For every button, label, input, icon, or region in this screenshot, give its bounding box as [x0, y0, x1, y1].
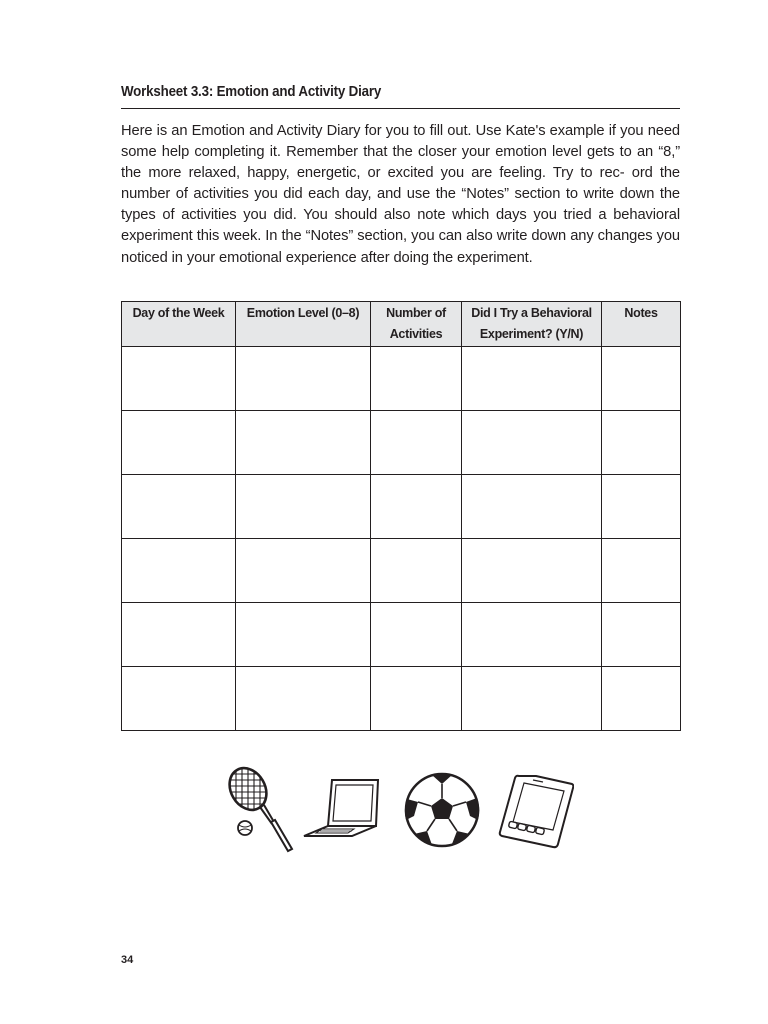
emotion-level-cell[interactable] [236, 347, 371, 411]
activities-count-cell[interactable] [371, 603, 462, 667]
table-row [122, 603, 681, 667]
experiment-cell[interactable] [462, 347, 602, 411]
instructions-line: behavioral experiment this week. In the “Notes” section, you can also write down [121, 207, 681, 245]
emotion-level-cell[interactable] [236, 475, 371, 539]
emotion-level-cell[interactable] [236, 667, 371, 731]
emotion-activity-diary-table [121, 301, 681, 731]
activities-count-cell[interactable] [371, 411, 462, 475]
day-cell[interactable] [122, 539, 236, 603]
smartphone-icon [498, 774, 574, 850]
instructions-paragraph [121, 121, 680, 269]
experiment-cell[interactable] [462, 539, 602, 603]
header-emotion-level: Emotion Level (0–8) [236, 302, 371, 347]
emotion-level-cell[interactable] [236, 603, 371, 667]
table-header-row [122, 302, 681, 347]
experiment-cell[interactable] [462, 603, 602, 667]
tennis-racket-icon [222, 762, 294, 858]
emotion-level-cell[interactable] [236, 539, 371, 603]
notes-cell[interactable] [602, 347, 681, 411]
day-cell[interactable] [122, 475, 236, 539]
notes-cell[interactable] [602, 603, 681, 667]
instructions-line: ord the number of activities you did each day, and use the “Notes” section to write [121, 165, 680, 203]
activities-count-cell[interactable] [371, 539, 462, 603]
laptop-icon [302, 776, 382, 838]
instructions-line: down the types of activities you did. You should also note which days you tried a [121, 186, 680, 224]
emotion-level-cell[interactable] [236, 411, 371, 475]
table-row [122, 347, 681, 411]
header-number-of-activities: Number of Activities [371, 302, 462, 347]
activity-icons [222, 762, 582, 858]
activities-count-cell[interactable] [371, 475, 462, 539]
notes-cell[interactable] [602, 539, 681, 603]
day-cell[interactable] [122, 603, 236, 667]
notes-cell[interactable] [602, 411, 681, 475]
instructions-line: Here is an Emotion and Activity Diary for you to fill out. Use Kate's example if you [121, 123, 644, 139]
title-rule [121, 108, 680, 109]
day-cell[interactable] [122, 411, 236, 475]
notes-cell[interactable] [602, 667, 681, 731]
day-cell[interactable] [122, 667, 236, 731]
header-notes: Notes [602, 302, 681, 347]
experiment-cell[interactable] [462, 411, 602, 475]
instructions-line: any changes you noticed in your emotional experience after doing the experiment. [121, 228, 681, 266]
table-row [122, 667, 681, 731]
activities-count-cell[interactable] [371, 667, 462, 731]
notes-cell[interactable] [602, 475, 681, 539]
experiment-cell[interactable] [462, 667, 602, 731]
table-row [122, 539, 681, 603]
table-row [122, 411, 681, 475]
table-row [122, 475, 681, 539]
activities-count-cell[interactable] [371, 347, 462, 411]
soccer-ball-icon [404, 772, 480, 848]
worksheet-title: Worksheet 3.3: Emotion and Activity Diary [121, 84, 382, 100]
instructions-line: need some help completing it. Remember that the closer your emotion level gets [121, 123, 680, 161]
experiment-cell[interactable] [462, 475, 602, 539]
day-cell[interactable] [122, 347, 236, 411]
page-number: 34 [121, 954, 134, 966]
header-behavioral-experiment: Did I Try a Behavioral Experiment? (Y/N) [462, 302, 602, 347]
instructions-line: to an “8,” the more relaxed, happy, energetic, or excited you are feeling. Try to rec- [121, 144, 680, 182]
header-day-of-week: Day of the Week [122, 302, 236, 347]
